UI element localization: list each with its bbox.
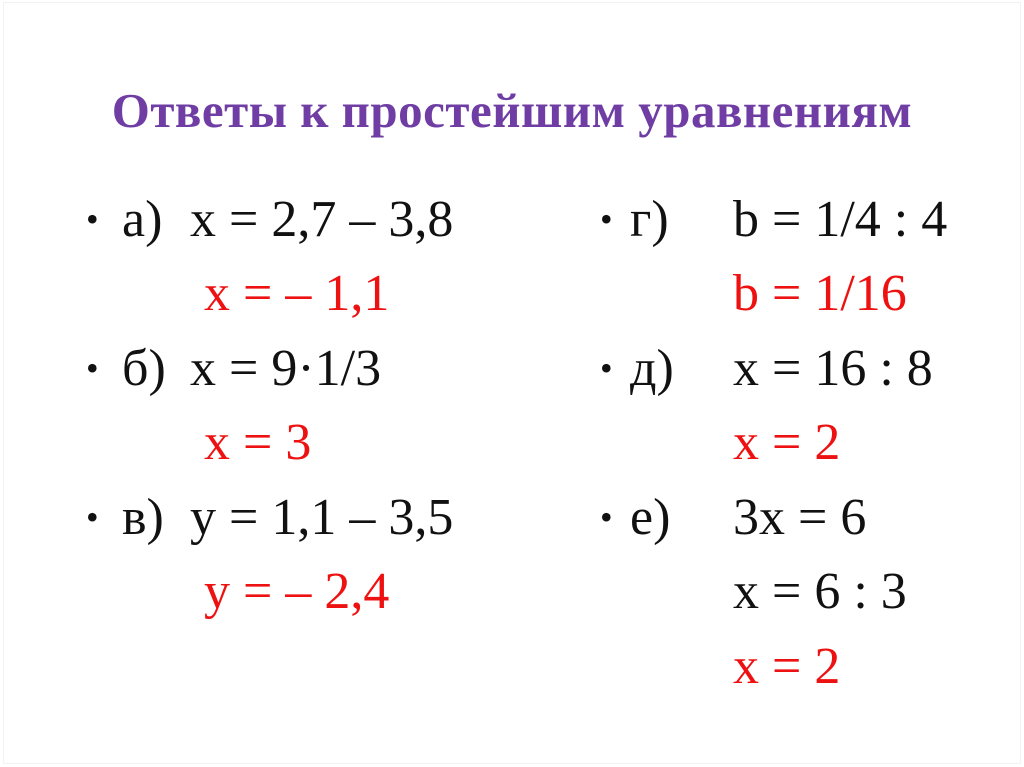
equation-item-d: [600, 331, 947, 406]
work-line-e: [600, 555, 947, 630]
equation-item-v: [86, 480, 453, 555]
item-label: в): [122, 488, 164, 546]
answer-line-b: [86, 406, 453, 481]
equation-text: х = 2,7 – 3,8: [190, 190, 454, 248]
equations-column-left: [86, 182, 453, 629]
bullet-icon: •: [600, 348, 613, 389]
bullet-icon: •: [600, 497, 613, 538]
bullet-icon: •: [86, 348, 99, 389]
bullet-icon: •: [600, 199, 613, 240]
item-label: б): [122, 339, 166, 397]
equation-text: у = 1,1 – 3,5: [190, 488, 454, 546]
equation-item-g: [600, 182, 947, 257]
answer-line-a: [86, 257, 453, 332]
answer-line-d: [600, 406, 947, 481]
item-label: г): [630, 190, 669, 248]
answer-line-e: [600, 629, 947, 704]
equation-item-e: [600, 480, 947, 555]
equation-text: b = 1/4 : 4: [733, 190, 948, 248]
work-text: х = 6 : 3: [733, 563, 907, 621]
item-label: д): [630, 339, 674, 397]
answer-text: b = 1/16: [733, 265, 907, 323]
answer-text: х = 3: [204, 414, 312, 472]
item-label: а): [122, 190, 163, 248]
answer-text: х = 2: [733, 637, 841, 695]
slide-title: Ответы к простейшим уравнениям: [111, 83, 913, 138]
answer-text: х = – 1,1: [204, 265, 390, 323]
item-label: е): [630, 488, 671, 546]
equation-item-b: [86, 331, 453, 406]
equation-text: х = 16 : 8: [733, 339, 933, 397]
answer-line-g: [600, 257, 947, 332]
equation-text: х = 9·1/3: [190, 339, 382, 397]
bullet-icon: •: [86, 497, 99, 538]
equations-column-right: [600, 182, 947, 704]
answer-text: у = – 2,4: [204, 563, 390, 621]
answer-line-v: [86, 555, 453, 630]
bullet-icon: •: [86, 199, 99, 240]
equation-item-a: [86, 182, 453, 257]
answer-text: х = 2: [733, 414, 841, 472]
equation-text: 3х = 6: [733, 488, 867, 546]
